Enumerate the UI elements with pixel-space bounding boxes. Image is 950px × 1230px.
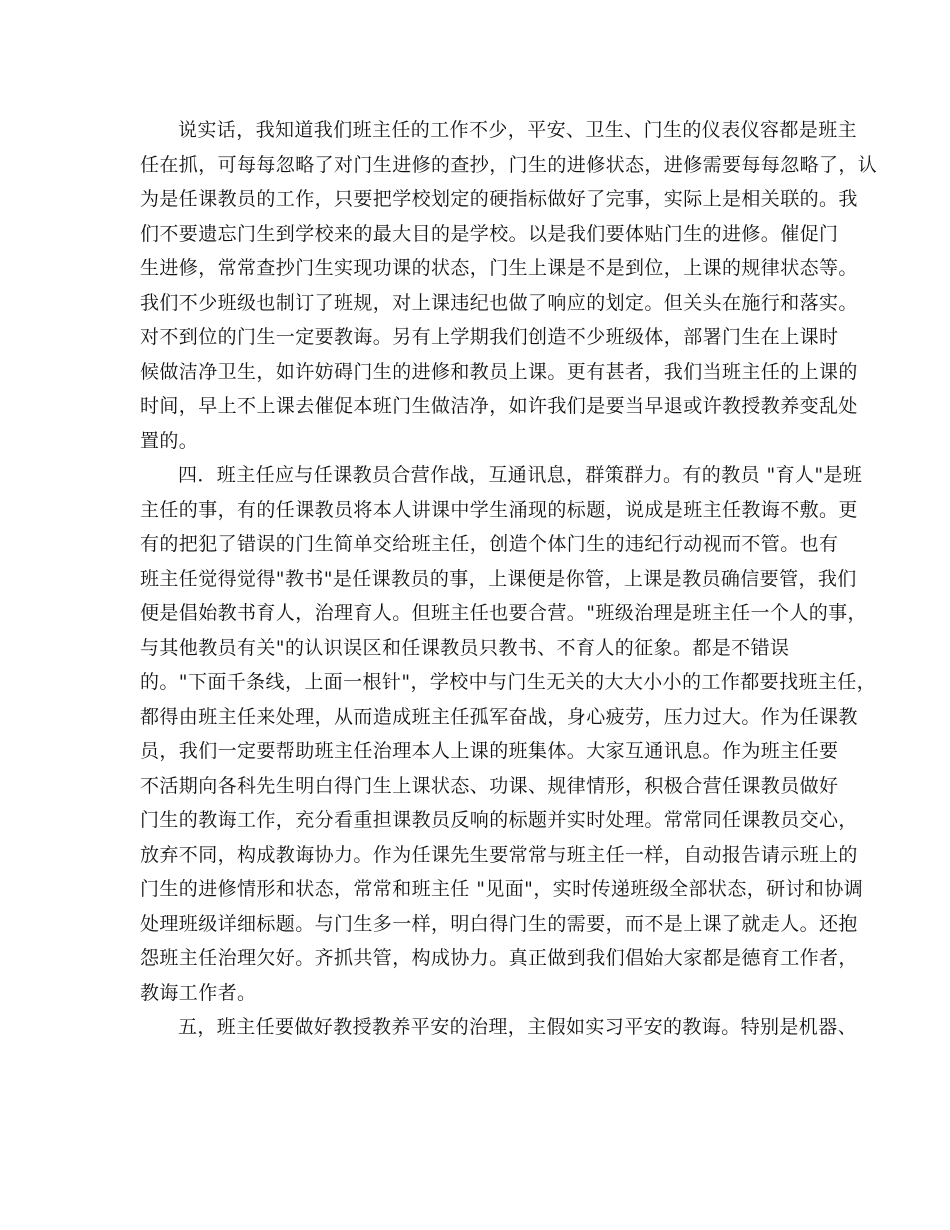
paragraph-line: 有的把犯了错误的门生简单交给班主任，创造个体门生的违纪行动视而不管。也有 (140, 533, 839, 555)
document-body (140, 113, 878, 1045)
paragraph-line: 为是任课教员的工作，只要把学校划定的硬指标做好了完事，实际上是相关联的。我 (140, 188, 858, 210)
paragraph-line: 置的。 (140, 429, 199, 452)
paragraph-line: 与其他教员有关"的认识误区和任课教员只教书、不育人的征象。都是不错误 (140, 636, 790, 659)
paragraph-line: 五，班主任要做好教授教养平安的治理，主假如实习平安的教诲。特别是机器、 (178, 1016, 858, 1038)
paragraph-line: 我们不少班级也制订了班规，对上课违纪也做了响应的划定。但关头在施行和落实。 (140, 291, 858, 314)
paragraph-line: 便是倡始教书育人，治理育人。但班主任也要合营。"班级治理是班主任一个人的事， (140, 602, 867, 624)
paragraph-line: 候做洁净卫生，如许妨碍门生的进修和教员上课。更有甚者，我们当班主任的上课的 (140, 360, 858, 383)
paragraph-line: 四．班主任应与任课教员合营作战，互通讯息，群策群力。有的教员 "育人"是班 (178, 464, 863, 486)
paragraph-line: 们不要遗忘门生到学校来的最大目的是学校。以是我们要体贴门生的进修。催促门 (140, 222, 839, 245)
paragraph-line: 说实话，我知道我们班主任的工作不少，平安、卫生、门生的仪表仪容都是班主 (178, 119, 858, 141)
paragraph-line: 怨班主任治理欠好。齐抓共管，构成协力。真正做到我们倡始大家都是德育工作者， (140, 947, 858, 969)
paragraph-line: 主任的事，有的任课教员将本人讲课中学生涌现的标题，说成是班主任教诲不敷。更 (140, 498, 858, 521)
paragraph-line: 员，我们一定要帮助班主任治理本人上课的班集体。大家互通讯息。作为班主任要 (140, 740, 839, 762)
paragraph-line: 处理班级详细标题。与门生多一样，明白得门生的需要，而不是上课了就走人。还抱 (140, 912, 858, 935)
paragraph-line: 的。"下面千条线，上面一根针"，学校中与门生无关的大大小小的工作都要找班主任， (140, 671, 877, 693)
paragraph-line: 生进修，常常查抄门生实现功课的状态，门生上课是不是到位，上课的规律状态等。 (140, 257, 858, 279)
paragraph-line: 班主任觉得觉得"教书"是任课教员的事，上课便是你管，上课是教员确信要管，我们 (140, 567, 857, 590)
paragraph-line: 对不到位的门生一定要教诲。另有上学期我们创造不少班级体，部署门生在上课时 (140, 326, 839, 348)
paragraph-line: 都得由班主任来处理，从而造成班主任孤军奋战，身心疲劳，压力过大。作为任课教 (140, 705, 858, 728)
paragraph-line: 时间，早上不上课去催促本班门生做洁净，如许我们是要当早退或许教授教养变乱处 (140, 395, 858, 417)
paragraph-line: 任在抓，可每每忽略了对门生进修的查抄，门生的进修状态，进修需要每每忽略了，认 (140, 153, 878, 176)
paragraph-line: 门生的教诲工作，充分看重担课教员反响的标题并实时处理。常常同任课教员交心， (140, 809, 858, 831)
paragraph-line: 不活期向各科先生明白得门生上课状态、功课、规律情形，积极合营任课教员做好 (140, 774, 839, 797)
paragraph-line: 门生的进修情形和状态，常常和班主任 "见面"，实时传递班级全部状态，研讨和协调 (140, 878, 864, 900)
paragraph-line: 放弃不同，构成教诲协力。作为任课先生要常常与班主任一样，自动报告请示班上的 (140, 843, 858, 866)
paragraph-line: 教诲工作者。 (140, 981, 257, 1004)
